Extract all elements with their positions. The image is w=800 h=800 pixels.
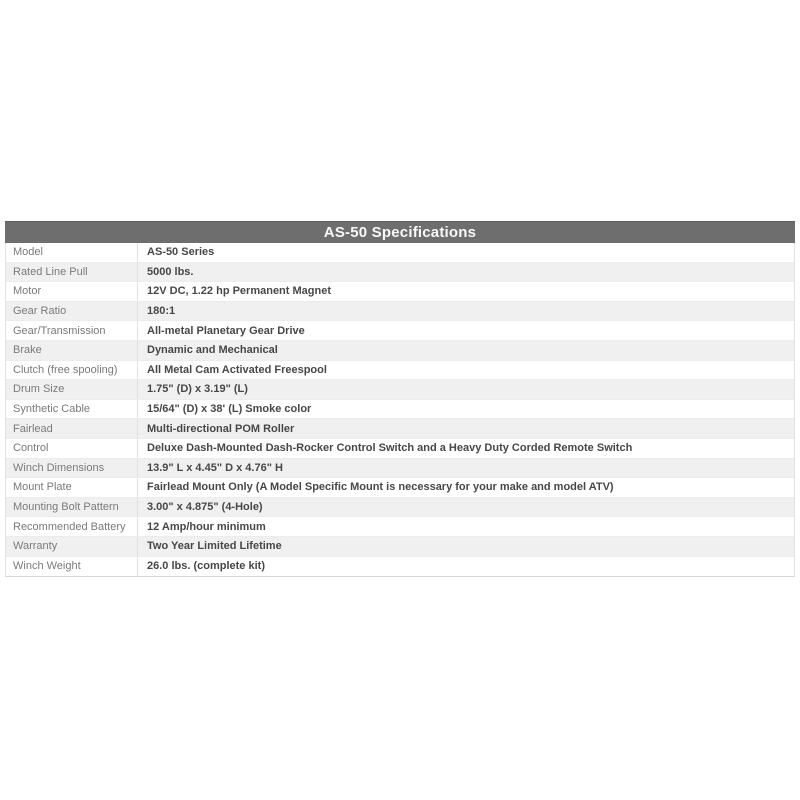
spec-label: Winch Dimensions bbox=[6, 459, 138, 478]
spec-label: Clutch (free spooling) bbox=[6, 361, 138, 380]
table-row bbox=[6, 419, 794, 439]
spec-value: Deluxe Dash-Mounted Dash-Rocker Control Switch and a Heavy Duty Corded Remote Switch bbox=[147, 442, 633, 455]
spec-value: Two Year Limited Lifetime bbox=[147, 540, 282, 553]
spec-value: 12V DC, 1.22 hp Permanent Magnet bbox=[147, 285, 331, 298]
spec-label: Brake bbox=[6, 341, 138, 360]
spec-value: 180:1 bbox=[147, 305, 176, 318]
table-row bbox=[6, 380, 794, 400]
spec-label: Gear/Transmission bbox=[6, 321, 138, 340]
spec-label: Rated Line Pull bbox=[6, 263, 138, 282]
spec-label: Synthetic Cable bbox=[6, 400, 138, 419]
spec-label: Winch Weight bbox=[6, 557, 138, 577]
spec-value: Fairlead Mount Only (A Model Specific Mount is necessary for your make and model ATV) bbox=[147, 481, 614, 494]
table-row bbox=[6, 263, 794, 283]
table-row bbox=[6, 400, 794, 420]
table-row bbox=[6, 321, 794, 341]
spec-value: 13.9" L x 4.45" D x 4.76" H bbox=[147, 461, 283, 474]
spec-value: AS-50 Series bbox=[147, 246, 215, 259]
spec-value: 1.75" (D) x 3.19" (L) bbox=[147, 383, 248, 396]
spec-value: 12 Amp/hour minimum bbox=[147, 520, 266, 533]
table-row bbox=[6, 439, 794, 459]
spec-label: Recommended Battery bbox=[6, 517, 138, 536]
spec-value: 26.0 lbs. (complete kit) bbox=[147, 560, 265, 573]
table-row bbox=[6, 557, 794, 577]
table-title: AS-50 Specifications bbox=[5, 221, 795, 243]
spec-value: Dynamic and Mechanical bbox=[147, 344, 278, 357]
spec-label: Motor bbox=[6, 282, 138, 301]
table-row bbox=[6, 517, 794, 537]
table-row bbox=[6, 498, 794, 518]
table-row bbox=[6, 302, 794, 322]
table-row bbox=[6, 243, 794, 263]
table-row bbox=[6, 341, 794, 361]
specifications-table bbox=[5, 221, 795, 577]
spec-label: Gear Ratio bbox=[6, 302, 138, 321]
spec-label: Model bbox=[6, 243, 138, 262]
spec-value: All Metal Cam Activated Freespool bbox=[147, 363, 327, 376]
table-row bbox=[6, 361, 794, 381]
table-row bbox=[6, 282, 794, 302]
spec-label: Drum Size bbox=[6, 380, 138, 399]
spec-label: Warranty bbox=[6, 537, 138, 556]
spec-label: Mount Plate bbox=[6, 478, 138, 497]
spec-value: 15/64" (D) x 38' (L) Smoke color bbox=[147, 403, 312, 416]
table-row bbox=[6, 478, 794, 498]
spec-label: Fairlead bbox=[6, 419, 138, 438]
table-row bbox=[6, 459, 794, 479]
spec-value: 3.00" x 4.875" (4-Hole) bbox=[147, 501, 263, 514]
spec-label: Mounting Bolt Pattern bbox=[6, 498, 138, 517]
table-row bbox=[6, 537, 794, 557]
spec-label: Control bbox=[6, 439, 138, 458]
spec-value: 5000 lbs. bbox=[147, 265, 194, 278]
table-body bbox=[5, 243, 795, 577]
spec-value: Multi-directional POM Roller bbox=[147, 422, 295, 435]
spec-value: All-metal Planetary Gear Drive bbox=[147, 324, 305, 337]
